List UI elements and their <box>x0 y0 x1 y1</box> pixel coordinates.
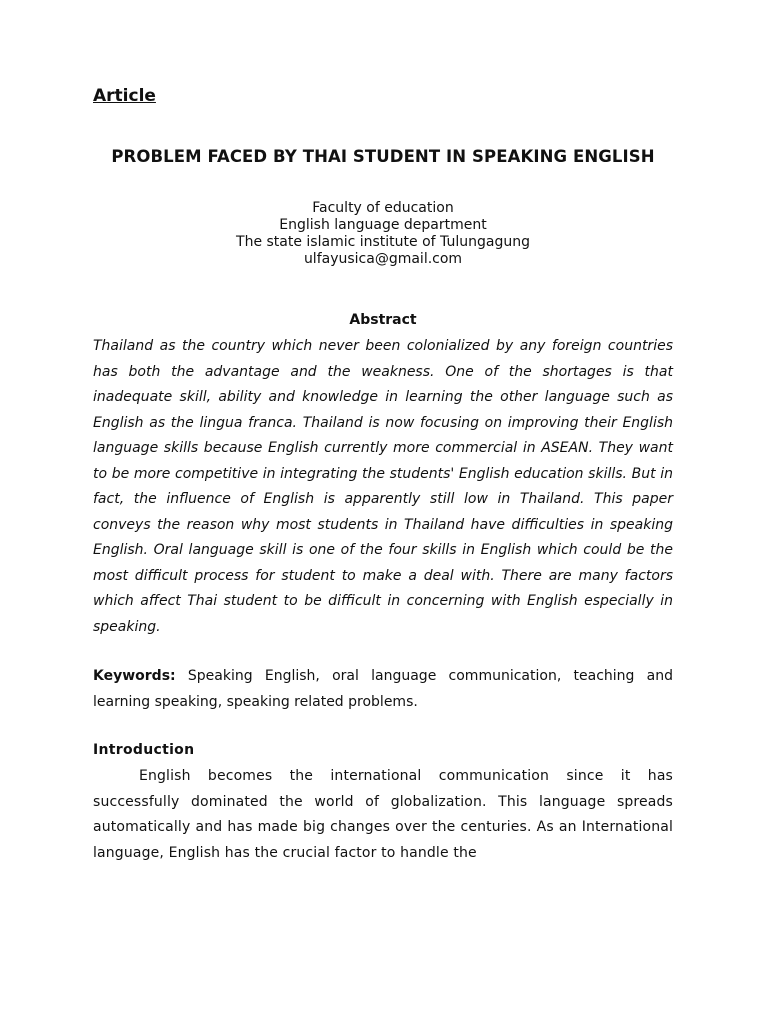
faculty-line: Faculty of education <box>312 200 454 216</box>
keywords-text: Speaking English, oral language communication, teaching and learning speaking, speaking related problems. <box>93 668 673 710</box>
author-affiliation <box>93 200 673 268</box>
document-page <box>93 84 673 866</box>
abstract-text: Thailand as the country which never been colonialized by any foreign countries has both the advantage and the weakness. One of the shortages is that inadequate skill, ability and knowledge in learning the other language such as English as the lingua franca. Thailand is now focusing on improving their English language skills because English currently more commercial in ASEAN. They want to be more competitive in integrating the students' English education skills. But in fact, the influence of English is apparently still low in Thailand. This paper conveys the reason why most students in Thailand have difficulties in speaking English. Oral language skill is one of the four skills in English which could be the most difficult process for student to make a deal with. There are many factors which affect Thai student to be difficult in concerning with English especially in speaking. <box>93 338 673 635</box>
introduction-heading: Introduction <box>93 742 195 758</box>
keywords-paragraph <box>93 664 673 715</box>
email-line: ulfayusica@gmail.com <box>303 251 463 267</box>
department-line: English language department <box>279 217 487 233</box>
article-label: Article <box>93 86 156 106</box>
paper-title: PROBLEM FACED BY THAI STUDENT IN SPEAKING ENGLISH <box>111 147 655 166</box>
institute-line: The state islamic institute of Tulungagung <box>236 234 530 250</box>
abstract-heading: Abstract <box>349 312 417 328</box>
introduction-text: English becomes the international communication since it has successfully dominated the world of globalization. This language spreads automatically and has made big changes over the centuries. As an International language, English has the crucial factor to handle the <box>93 768 673 861</box>
keywords-label: Keywords: <box>93 668 176 684</box>
